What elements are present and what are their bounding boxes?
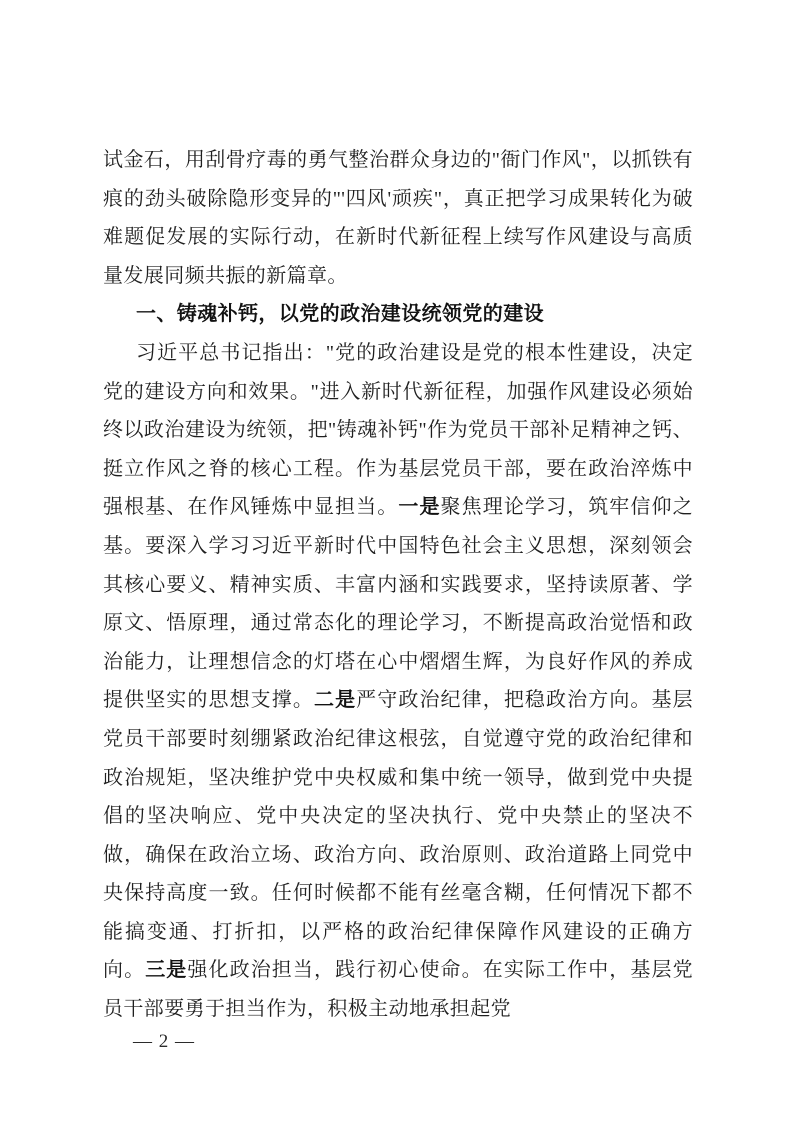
section-heading: 一、铸魂补钙，以党的政治建设统领党的建设 — [136, 303, 544, 326]
document-body — [103, 141, 693, 1029]
page-number: — 2 — — [133, 1031, 195, 1052]
text-run: 聚焦理论学习，筑牢信仰之基。要深入学习习近平新时代中国特色社会主义思想，深刻领会其核心要义、精神实质、丰富内涵和实践要求，坚持读原著、学原文、悟原理，通过常态化的理论学习，不断提高政治觉悟和政治能力，让理想信念的灯塔在心中熠熠生辉，为良好作风的养成提供坚实的思想支撑。 — [103, 496, 693, 712]
text-run: 强化政治担当，践行初心使命。在实际工作中，基层党员干部要勇于担当作为，积极主动地承担起党 — [103, 959, 693, 1021]
ordinal-first-emphasis: 一是 — [398, 496, 441, 519]
paragraph-continuation: 试金石，用刮骨疗毒的勇气整治群众身边的"衙门作风"，以抓铁有痕的劲头破除隐形变异的"'四风'顽疾"，真正把学习成果转化为破难题促发展的实际行动，在新时代新征程上续写作风建设与高质量发展同频共振的新篇章。 — [103, 149, 693, 287]
text-run: 习近平总书记指出："党的政治建设是党的根本性建设，决定党的建设方向和效果。"进入新时代新征程，加强作风建设必须始终以政治建设为统领，把"铸魂补钙"作为党员干部补足精神之钙、挺立作风之脊的核心工程。作为基层党员干部，要在政治淬炼中强根基、在作风锤炼中显担当。 — [103, 341, 693, 519]
ordinal-second-emphasis: 二是 — [313, 689, 357, 712]
paragraph-body — [103, 334, 693, 1029]
text-run: 严守政治纪律，把稳政治方向。基层党员干部要时刻绷紧政治纪律这根弦，自觉遵守党的政治纪律和政治规矩，坚决维护党中央权威和集中统一领导，做到党中央提倡的坚决响应、党中央决定的坚决执行、党中央禁止的坚决不做，确保在政治立场、政治方向、政治原则、政治道路上同党中央保持高度一致。任何时候都不能有丝毫含糊，任何情况下都不能搞变通、打折扣，以严格的政治纪律保障作风建设的正确方向。 — [103, 689, 694, 982]
ordinal-third-emphasis: 三是 — [145, 959, 188, 982]
